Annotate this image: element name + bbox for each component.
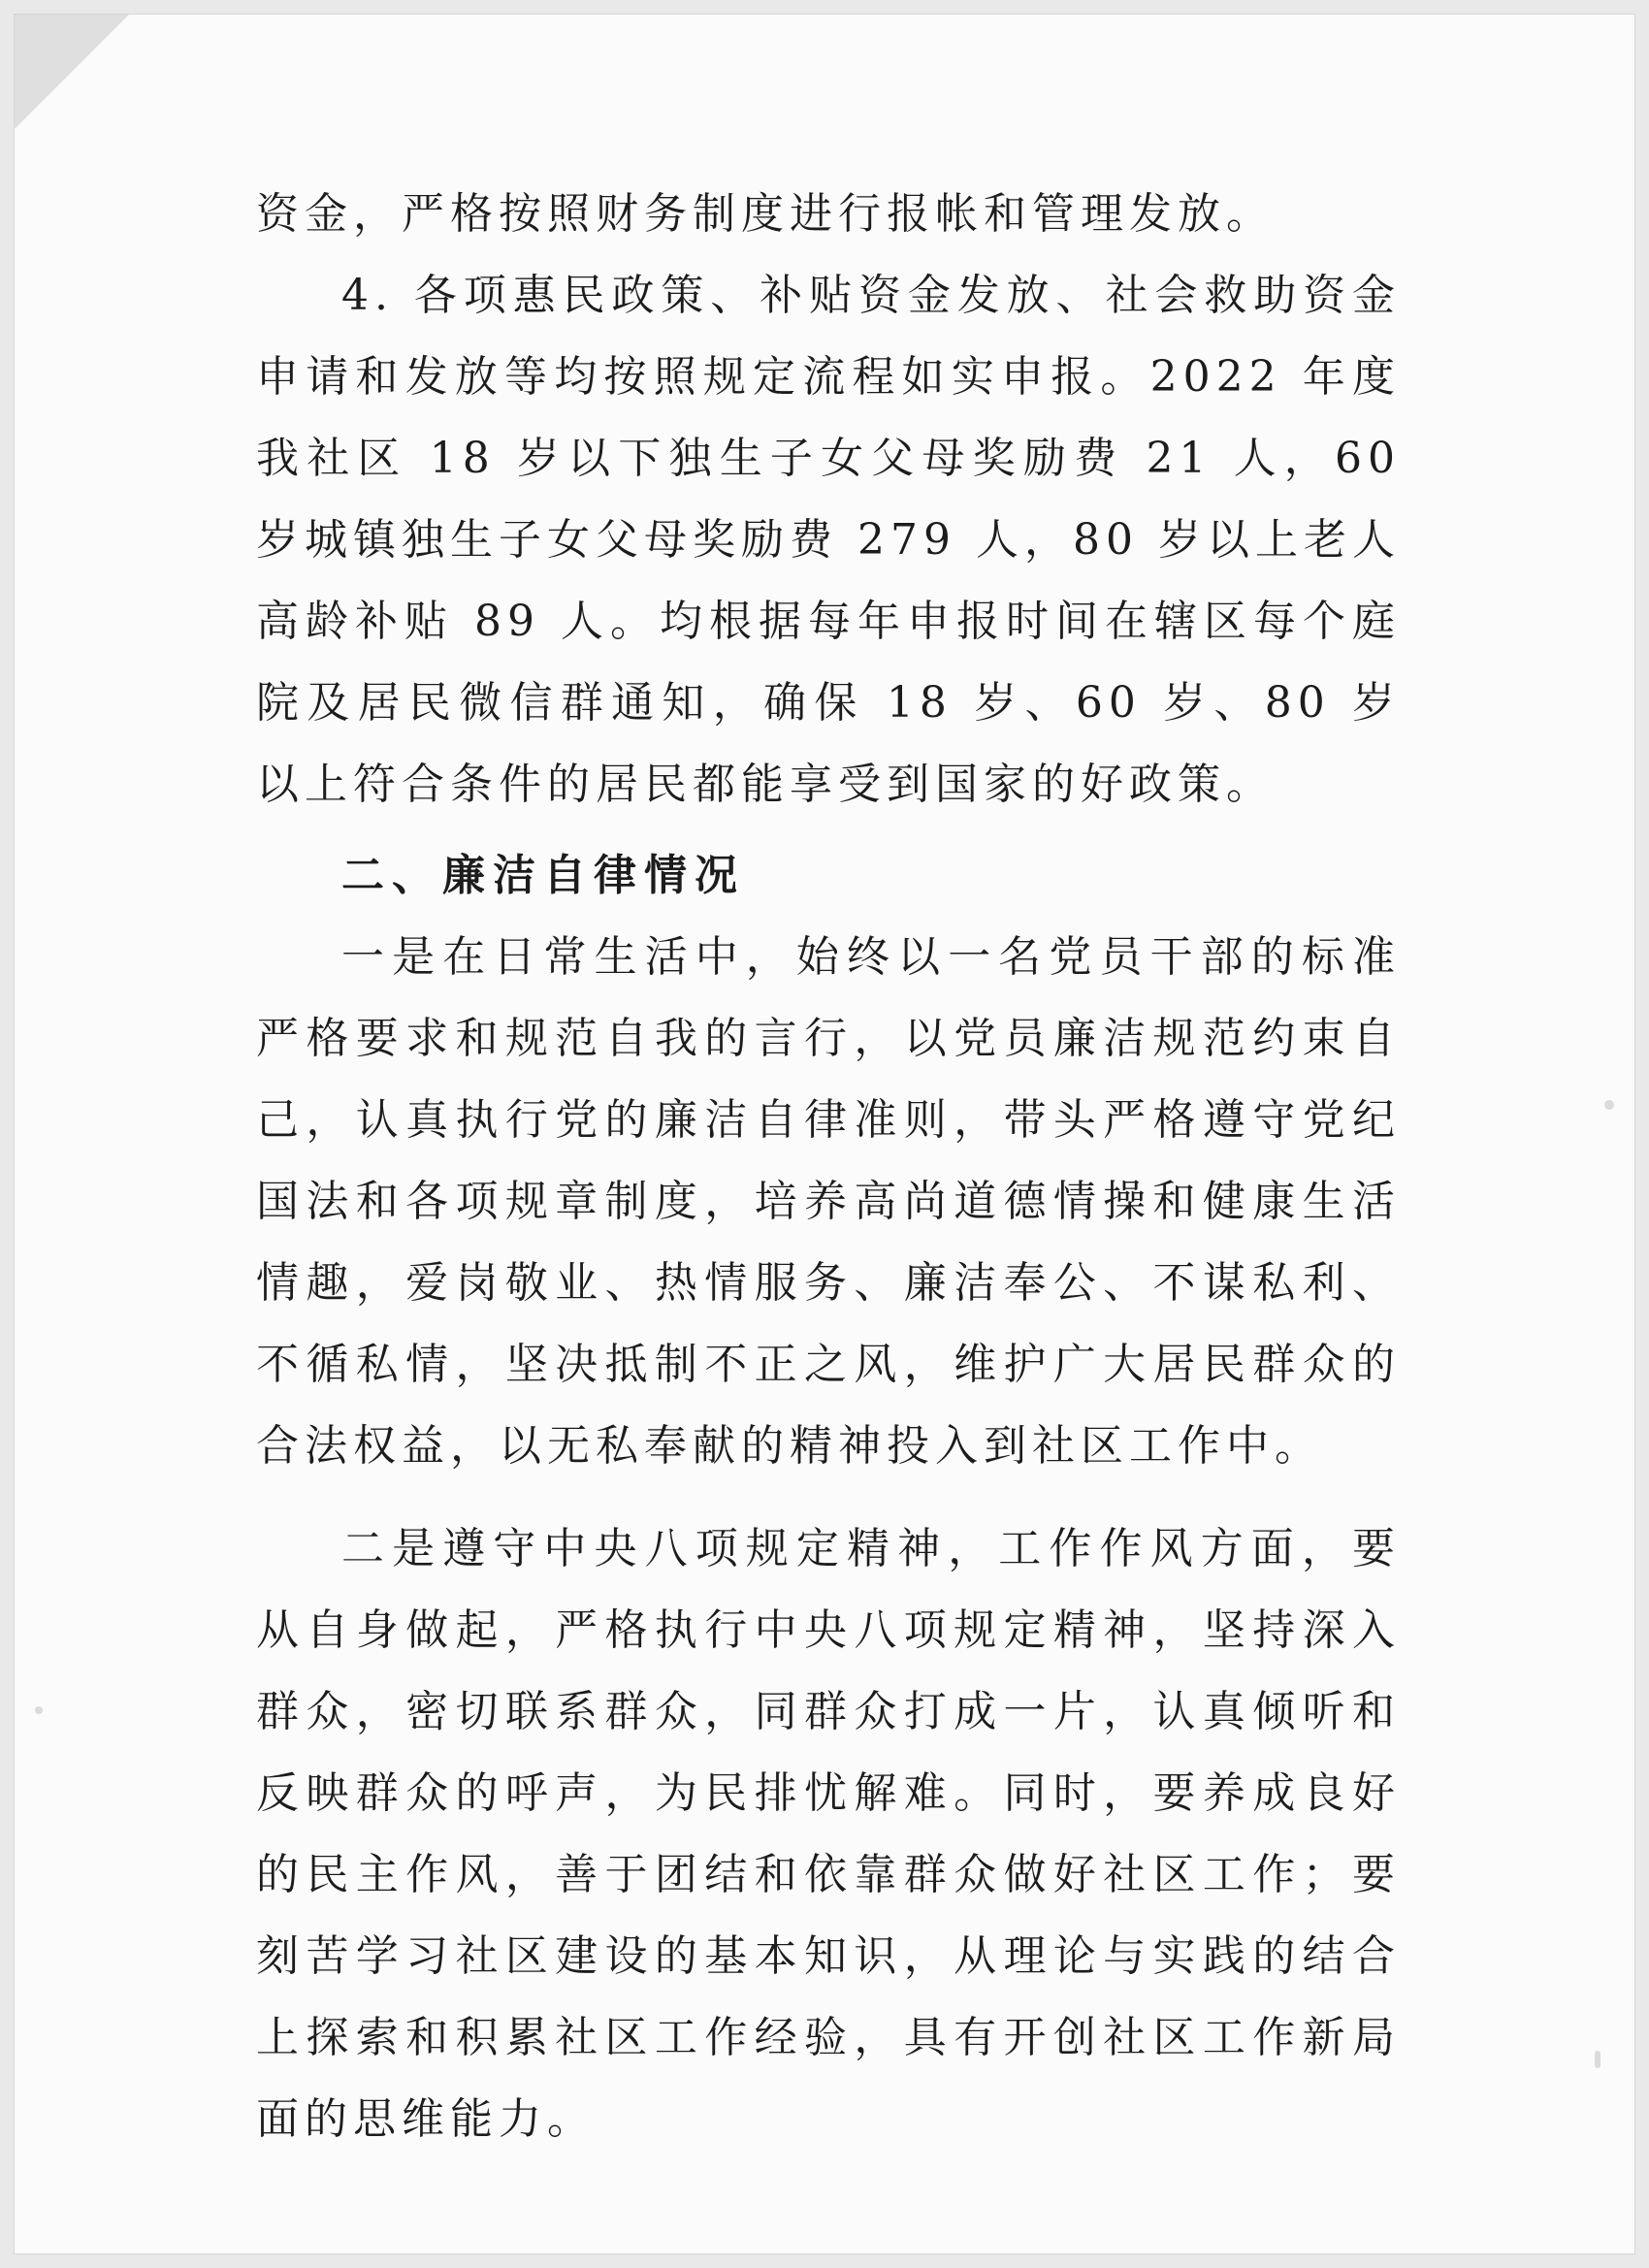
scan-speck xyxy=(1604,1100,1614,1110)
paragraph-spacer xyxy=(256,1487,1401,1508)
folded-corner xyxy=(14,14,130,130)
paragraph-funds-management: 资金，严格按照财务制度进行报帐和管理发放。 xyxy=(256,189,1275,239)
paragraph-eight-point-rules: 二是遵守中央八项规定精神，工作作风方面，要从自身做起，严格执行中央八项规定精神，坚持深入群众，密切联系群众，同群众打成一片，认真倾听和反映群众的呼声，为民排忧解难。同时，要养成良好的民主作风，善于团结和依靠群众做好社区工作；要刻苦学习社区建设的基本知识，从理论与实践的结合上探索和积累社区工作经验，具有开创社区工作新局面的思维能力。 xyxy=(256,1524,1401,2144)
scan-speck xyxy=(1595,2051,1600,2068)
scanned-page xyxy=(14,14,1635,2254)
scan-speck xyxy=(35,1706,43,1714)
section-heading-integrity: 二、廉洁自律情况 xyxy=(341,851,745,900)
paragraph-integrity-conduct: 一是在日常生活中，始终以一名党员干部的标准严格要求和规范自我的言行，以党员廉洁规范约束自己，认真执行党的廉洁自律准则，带头严格遵守党纪国法和各项规章制度，培养高尚道德情操和健康生活情趣，爱岗敬业、热情服务、廉洁奉公、不谋私利、不循私情，坚决抵制不正之风，维护广大居民群众的合法权益，以无私奉献的精神投入到社区工作中。 xyxy=(256,932,1401,1471)
paragraph-benefits-policy: 4. 各项惠民政策、补贴资金发放、社会救助资金申请和发放等均按照规定流程如实申报。2022 年度我社区 18 岁以下独生子女父母奖励费 21 人，60 岁城镇独生子女父母奖励费 279 人，80 岁以上老人高龄补贴 89 人。均根据每年申报时间在辖区每个庭院及居民微信群通知，确保 18 岁、60 岁、80 岁以上符合条件的居民都能享受到国家的好政策。 xyxy=(256,271,1401,809)
document-body xyxy=(256,174,1401,2160)
